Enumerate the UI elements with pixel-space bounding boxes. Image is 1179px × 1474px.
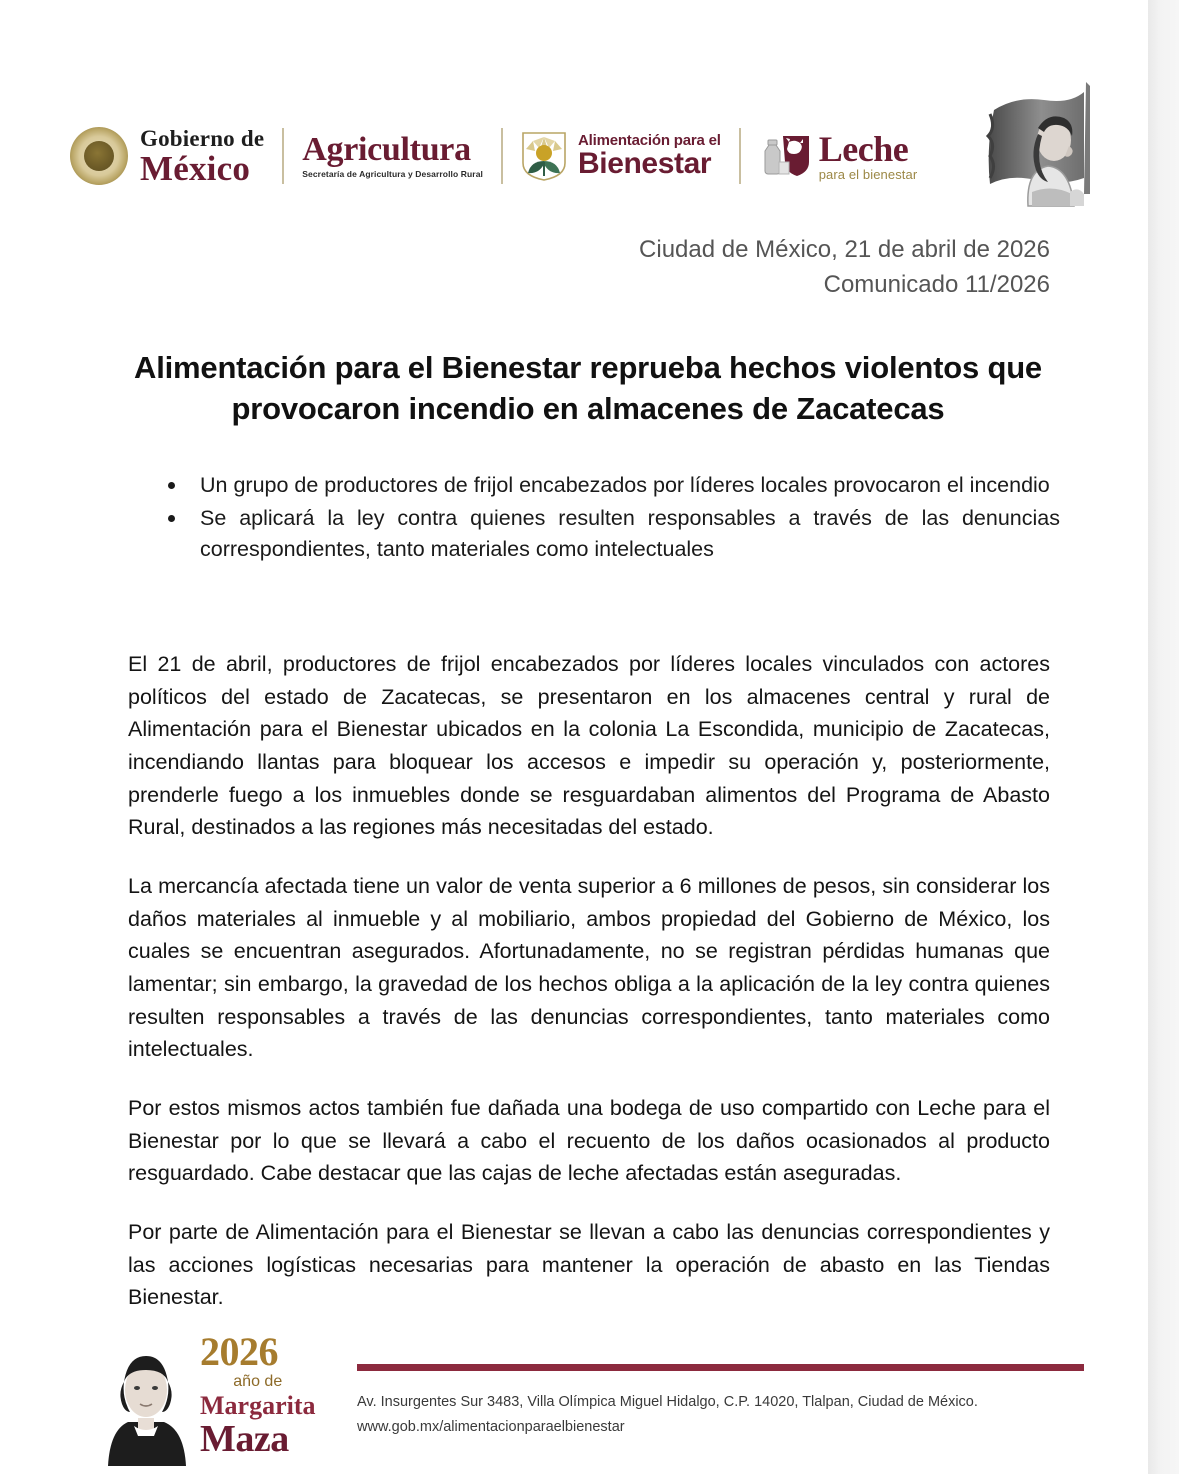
paragraph: El 21 de abril, productores de frijol encabezados por líderes locales vinculados con actores políticos del estado de Zacatecas, se presentaron en los almacenes central y rural de Alimentación para el Bienestar ubicados en la colonia La Escondida, municipio de Zacatecas, incendiando llantas para bloquear los accesos e impedir su operación y, posteriormente, prenderle fuego a los inmuebles donde se resguardaban alimentos del Programa de Abasto Rural, destinados a las regiones más necesitadas del estado. — [128, 652, 1050, 840]
woman-with-flag-photo — [966, 74, 1126, 222]
footer-divider — [357, 1364, 1084, 1371]
paragraph: Por estos mismos actos también fue dañada una bodega de uso compartido con Leche para el Bienestar por lo que se llevará a cabo el recuento de los daños ocasionados al producto resguardado. Cabe destacar que las cajas de leche afectadas están aseguradas. — [128, 1096, 1050, 1186]
communique-number: Comunicado 11/2026 — [823, 271, 1050, 299]
footer-address-line: Av. Insurgentes Sur 3483, Villa Olímpica Miguel Hidalgo, C.P. 14020, Tlalpan, Ciudad de México. — [357, 1394, 978, 1410]
logo-divider — [282, 128, 284, 184]
list-item-text: Se aplicará la ley contra quienes resulten responsables a través de las denuncias correspondientes, tanto materiales como intelectuales — [200, 505, 1060, 561]
list-item-text: Un grupo de productores de frijol encabezados por líderes locales provocaron el incendio — [200, 473, 1050, 497]
footer-year: 2026 — [200, 1329, 278, 1374]
gobierno-line2: México — [140, 148, 251, 188]
bienestar-line2: Bienestar — [578, 147, 712, 180]
logo-agricultura — [302, 133, 483, 179]
page-title: Alimentación para el Bienestar reprueba hechos violentos que provocaron incendio en almacenes de Zacatecas — [134, 350, 1042, 426]
footer-website-link[interactable]: www.gob.mx/alimentacionparaelbienestar — [357, 1419, 625, 1436]
bullet-dot-icon — [168, 482, 175, 489]
gobierno-text — [140, 127, 264, 186]
footer — [0, 1324, 1148, 1474]
logo-divider — [739, 128, 741, 184]
list-item — [160, 503, 1060, 565]
agricultura-subtitle: Secretaría de Agricultura y Desarrollo Rural — [302, 169, 483, 180]
agricultura-title: Agricultura — [302, 131, 471, 169]
leche-line2: para el bienestar — [818, 167, 918, 182]
paragraph: Por parte de Alimentación para el Bienestar se llevan a cabo las denuncias correspondientes y las acciones logísticas necesarias para mantener la operación de abasto en las Tiendas Bienestar. — [128, 1220, 1050, 1310]
logo-alimentacion-bienestar — [521, 131, 721, 181]
paragraph: La mercancía afectada tiene un valor de venta superior a 6 millones de pesos, sin considerar los daños materiales al inmueble y al mobiliario, ambos propiedad del Gobierno de México, los cuales se encuentran asegurados. Afortunadamente, no se registran pérdidas humanas que lamentar; sin embargo, la gravedad de los hechos obliga a la aplicación de la ley contra quienes resulten responsables a través de las denuncias correspondientes, tanto materiales como intelectuales. — [128, 874, 1050, 1062]
footer-name-first: Margarita — [200, 1391, 316, 1420]
gobierno-line1: Gobierno de — [140, 125, 265, 151]
milk-can-cow-icon — [759, 132, 811, 180]
bullet-dot-icon — [168, 515, 175, 522]
dateline — [639, 232, 1050, 302]
logo-leche-bienestar — [759, 131, 918, 181]
body-text — [128, 648, 1050, 1340]
bienestar-line1: Alimentación para el — [578, 132, 721, 149]
place-and-date: Ciudad de México, 21 de abril de 2026 — [639, 236, 1050, 263]
margarita-maza-portrait — [98, 1338, 194, 1466]
footer-contact — [357, 1390, 978, 1441]
footer-ano-de: año de — [233, 1373, 283, 1390]
list-item — [160, 470, 1060, 501]
mexican-eagle-seal-icon — [70, 127, 128, 185]
key-points-list — [160, 470, 1060, 567]
logo-margarita-maza — [98, 1329, 316, 1466]
bienestar-shield-icon — [521, 131, 567, 181]
footer-name-last: Maza — [200, 1418, 289, 1460]
page-right-margin — [1148, 0, 1179, 1474]
leche-line1: Leche — [818, 129, 909, 169]
logo-gobierno-de-mexico — [70, 127, 264, 186]
logo-divider — [501, 128, 503, 184]
